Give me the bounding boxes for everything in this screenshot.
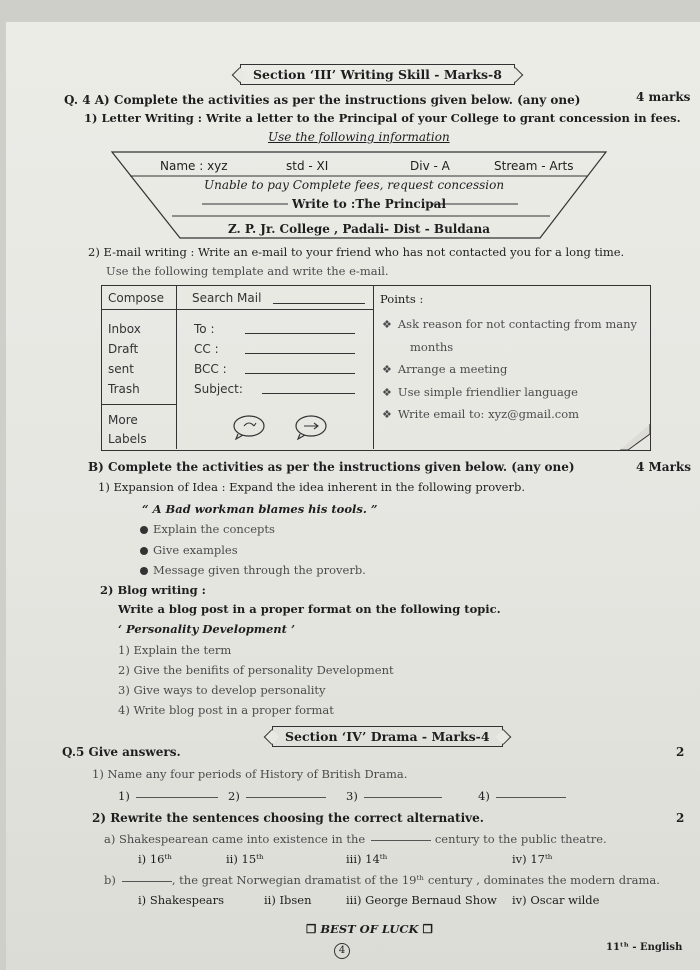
page-number: 4 <box>334 943 350 959</box>
exp-point-2-text: Give examples <box>153 543 238 557</box>
point-1 <box>382 317 637 331</box>
blog-point-3: 3) Give ways to develop personality <box>118 683 326 697</box>
mail-trash[interactable]: Trash <box>108 382 140 396</box>
mail-col-divider <box>373 285 374 449</box>
mail-col-divider <box>176 285 177 449</box>
cc-field[interactable] <box>245 353 355 354</box>
mail-bcc-label: BCC : <box>194 362 227 376</box>
period-3-label: 3) <box>346 789 358 803</box>
point-1-text: Ask reason for not contacting from many <box>397 317 638 331</box>
period-3-blank[interactable] <box>364 797 442 798</box>
info-std: std - XI <box>286 159 329 173</box>
info-unable: Unable to pay Complete fees, request concession <box>204 178 505 192</box>
info-div: Div - A <box>410 159 450 173</box>
blog-question: Write a blog post in a proper format on the following topic. <box>118 602 501 616</box>
point-4 <box>382 407 579 421</box>
box-icon: ❐ <box>422 922 433 936</box>
q5-sub-1: 1) Name any four periods of History of British Drama. <box>92 767 408 781</box>
email-writing-title: 2) E-mail writing : Write an e-mail to your friend who has not contacted you for a long time. <box>88 245 625 259</box>
points-title: Points : <box>380 292 424 306</box>
q5-b-opt-2[interactable]: ii) Ibsen <box>264 893 312 907</box>
section-4-header: Section ‘IV’ Drama - Marks-4 <box>272 726 503 747</box>
blog-topic: ‘ Personality Development ’ <box>118 622 295 636</box>
bullet-icon <box>140 547 148 555</box>
q5-a-opt-4[interactable]: iv) 17ᵗʰ <box>512 852 553 866</box>
q5-a-opt-2[interactable]: ii) 15ᵗʰ <box>226 852 264 866</box>
period-4-label: 4) <box>478 789 490 803</box>
blog-title: 2) Blog writing : <box>100 583 206 597</box>
use-info-label: Use the following information <box>268 130 450 144</box>
diamond-bullet-icon: ❖ <box>382 386 392 399</box>
period-3 <box>346 789 442 803</box>
period-1-label: 1) <box>118 789 130 803</box>
mail-draft[interactable]: Draft <box>108 342 139 356</box>
mail-sent[interactable]: sent <box>108 362 134 376</box>
q5-b-stem <box>104 873 660 887</box>
exp-point-1 <box>140 522 275 536</box>
period-4-blank[interactable] <box>496 797 566 798</box>
q5-a-blank[interactable] <box>371 840 431 841</box>
search-underline <box>273 303 365 304</box>
mail-to-label: To : <box>194 322 215 336</box>
period-1 <box>118 789 218 803</box>
period-2-blank[interactable] <box>246 797 326 798</box>
q5-b-stem-text: b) <box>104 873 116 887</box>
period-2-label: 2) <box>228 789 240 803</box>
point-2-text: Arrange a meeting <box>397 362 508 376</box>
subject-field[interactable] <box>262 393 355 394</box>
forward-icon[interactable] <box>294 414 328 440</box>
info-stream: Stream - Arts <box>494 159 574 173</box>
info-write-to: Write to :The Principal <box>292 197 447 211</box>
proverb: “ A Bad workman blames his tools. ” <box>142 502 378 516</box>
footer-best-of-luck <box>306 922 433 936</box>
mail-inbox[interactable]: Inbox <box>108 322 141 336</box>
diamond-bullet-icon: ❖ <box>382 318 392 331</box>
info-name: Name : xyz <box>160 159 228 173</box>
q5-question: Q.5 Give answers. <box>62 745 181 759</box>
q5-a-stem <box>104 832 607 846</box>
point-2 <box>382 362 507 376</box>
blog-point-4: 4) Write blog post in a proper format <box>118 703 334 717</box>
q4b-marks: 4 Marks <box>636 460 691 474</box>
letter-writing-title: 1) Letter Writing : Write a letter to the Principal of your College to grant concession in fees. <box>84 111 681 125</box>
q5-a-opt-3[interactable]: iii) 14ᵗʰ <box>346 852 388 866</box>
mail-labels[interactable]: Labels <box>108 432 147 446</box>
exp-point-2 <box>140 543 238 557</box>
point-1-cont: months <box>410 340 454 354</box>
point-3 <box>382 385 578 399</box>
q4b-question: B) Complete the activities as per the instructions given below. (any one) <box>88 460 575 474</box>
q5-marks-2: 2 <box>676 811 685 825</box>
q5-b-opt-4[interactable]: iv) Oscar wilde <box>512 893 600 907</box>
mail-more[interactable]: More <box>108 413 138 427</box>
mail-subject-label: Subject: <box>194 382 243 396</box>
q5-marks-1: 2 <box>676 745 685 759</box>
email-template-note: Use the following template and write the e-mail. <box>106 264 389 278</box>
period-2 <box>228 789 326 803</box>
diamond-bullet-icon: ❖ <box>382 363 392 376</box>
blog-point-1: 1) Explain the term <box>118 643 232 657</box>
mail-page-curl <box>620 424 652 452</box>
footer-best-text: BEST OF LUCK <box>320 922 419 936</box>
exp-point-1-text: Explain the concepts <box>153 522 275 536</box>
mail-divider <box>101 309 373 310</box>
q5-a-opt-1[interactable]: i) 16ᵗʰ <box>138 852 173 866</box>
expansion-title: 1) Expansion of Idea : Expand the idea inherent in the following proverb. <box>98 480 525 494</box>
compose-button[interactable]: Compose <box>108 291 165 305</box>
period-1-blank[interactable] <box>136 797 218 798</box>
bullet-icon <box>140 526 148 534</box>
mail-divider <box>101 404 176 405</box>
footer-std: 11ᵗʰ - English <box>606 942 683 953</box>
point-3-text: Use simple friendlier language <box>397 385 578 399</box>
q5-b-opt-1[interactable]: i) Shakespears <box>138 893 225 907</box>
mail-cc-label: CC : <box>194 342 219 356</box>
period-4 <box>478 789 566 803</box>
q5-b-opt-3[interactable]: iii) George Bernaud Show <box>346 893 497 907</box>
q5-a-stem-text: a) Shakespearean came into existence in the <box>104 832 366 846</box>
exp-point-3 <box>140 563 366 577</box>
exp-point-3-text: Message given through the proverb. <box>153 563 366 577</box>
section-3-header: Section ‘III’ Writing Skill - Marks-8 <box>240 64 515 85</box>
q4a-marks: 4 marks <box>636 90 691 104</box>
diamond-bullet-icon: ❖ <box>382 408 392 421</box>
blog-point-2: 2) Give the benifits of personality Development <box>118 663 394 677</box>
q5-b-tail-text: , the great Norwegian dramatist of the 19ᵗʰ century , dominates the modern drama. <box>171 873 660 887</box>
q5-a-tail-text: century to the public theatre. <box>434 832 607 846</box>
q5-b-blank[interactable] <box>122 881 172 882</box>
search-mail[interactable]: Search Mail <box>192 291 262 305</box>
point-4-text: Write email to: xyz@gmail.com <box>397 407 580 421</box>
reply-icon[interactable] <box>232 414 266 440</box>
q4a-question: Q. 4 A) Complete the activities as per the instructions given below. (any one) <box>64 93 581 107</box>
to-field[interactable] <box>245 333 355 334</box>
box-icon: ❐ <box>306 922 317 936</box>
bcc-field[interactable] <box>245 373 355 374</box>
info-college: Z. P. Jr. College , Padali- Dist - Buldana <box>228 222 491 236</box>
bullet-icon <box>140 567 148 575</box>
q5-sub-2: 2) Rewrite the sentences choosing the correct alternative. <box>92 811 484 825</box>
